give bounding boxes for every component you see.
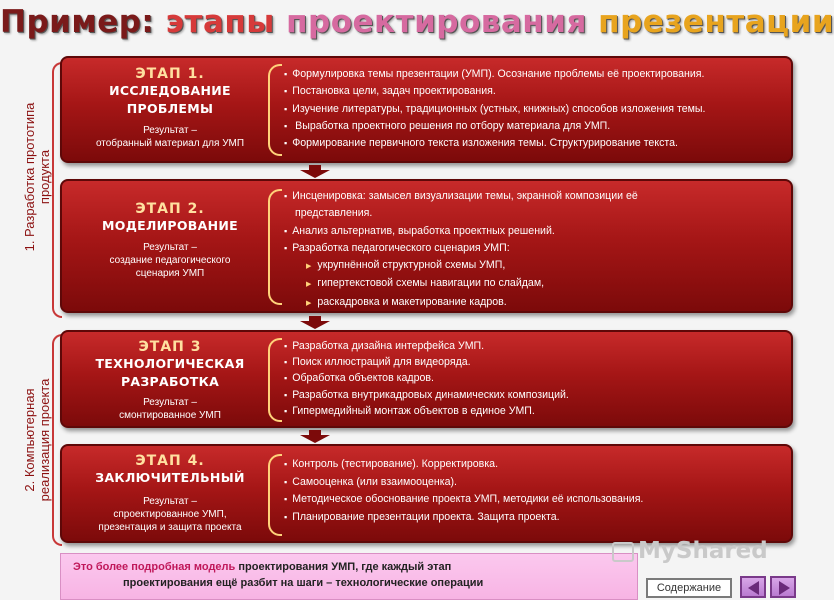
stage-1-result-line: отобранный материал для УМП <box>95 138 245 149</box>
list-item: ▪ Формулировка темы презентации (УМП). Осознание проблемы её проектирования. <box>284 66 785 83</box>
stage-1-items <box>284 66 785 152</box>
group1-label-line: продукта <box>37 149 52 205</box>
stage-2-title: ЭТАП 2. <box>135 201 205 217</box>
stage-4-name <box>70 469 270 487</box>
stage-2-items <box>284 188 785 312</box>
list-item: ▪ Разработка дизайна интерфейса УМП. <box>284 338 785 354</box>
stage-2-name-line: МОДЕЛИРОВАНИЕ <box>102 218 238 233</box>
stage-3-result-line: Результат – <box>143 397 197 408</box>
contents-button[interactable]: Содержание <box>646 578 732 598</box>
arrow-left-icon <box>748 581 759 595</box>
stage-3-result-line: смонтированное УМП <box>119 410 221 421</box>
stage-4-result-line: презентация и защита проекта <box>98 522 242 533</box>
down-arrow-icon <box>300 316 330 328</box>
list-item: ▪ Анализ альтернатив, выработка проектных решений. <box>284 223 785 240</box>
stage-4-panel <box>60 444 793 543</box>
stage-3-items <box>284 338 785 419</box>
list-item: ▪ Самооценка (или взаимооценка). <box>284 474 785 492</box>
stage-1-header <box>70 66 270 150</box>
title-word: проектирования <box>286 4 587 40</box>
stage-4-title: ЭТАП 4. <box>135 453 205 469</box>
stage-1-name-line: ПРОБЛЕМЫ <box>126 101 214 116</box>
stage-3-result <box>70 396 270 422</box>
sub-list-item: ▶ гипертекстовой схемы навигации по слайдам, <box>284 275 785 293</box>
stage-4-result-line: Результат – <box>143 496 197 507</box>
sub-list-item: ▶ раскадровка и макетирование кадров. <box>284 294 785 312</box>
list-item: ▪ Инсценировка: замысел визуализации темы, экранной композиции её <box>284 188 785 205</box>
list-item: ▪ Изучение литературы, традиционных (устных, книжных) способов изложения темы. <box>284 101 785 118</box>
list-item: ▪ Формирование первичного текста изложения темы. Структурирование текста. <box>284 135 785 152</box>
title-word: Пример: <box>0 4 155 40</box>
logo-text: MyShared <box>638 538 768 564</box>
title-word: этапы <box>165 4 275 40</box>
stage-1-result <box>70 124 270 150</box>
stage-2-name <box>70 217 270 235</box>
stage-1-title: ЭТАП 1. <box>135 66 205 82</box>
list-item: ▪ Разработка педагогического сценария УМП: <box>284 240 785 257</box>
down-arrow-icon <box>300 165 330 177</box>
stage-3-title: ЭТАП 3 <box>138 339 202 355</box>
stage-2-header <box>70 201 270 280</box>
group2-label-line: реализация проекта <box>37 378 52 502</box>
list-item: ▪ Контроль (тестирование). Корректировка. <box>284 456 785 474</box>
list-item-continuation: представления. <box>295 207 373 220</box>
group1-label-line: 1. Разработка прототипа <box>22 102 37 252</box>
title-word: презентации <box>598 4 834 40</box>
list-item: ▪ Выработка проектного решения по отбору материала для УМП. <box>284 118 785 135</box>
footer-note-text: проектирования УМП, где каждый этап <box>235 561 452 573</box>
stage-2-result-line: Результат – <box>143 242 197 253</box>
stage-2-brace <box>268 189 282 305</box>
list-item: ▪ Разработка внутрикадровых динамических композиций. <box>284 387 785 403</box>
logo-mark-icon <box>612 542 634 562</box>
list-item: ▪ Методическое обоснование проекта УМП, методики её использования. <box>284 491 785 509</box>
footer-note-line-1 <box>73 559 629 575</box>
stage-4-result <box>70 495 270 534</box>
prev-slide-button[interactable] <box>740 576 766 598</box>
group2-label-line: 2. Компьютерная <box>22 388 37 492</box>
list-item: ▪ Поиск иллюстраций для видеоряда. <box>284 354 785 370</box>
footer-note-line-2: проектирования ещё разбит на шаги – технологические операции <box>123 577 484 589</box>
next-slide-button[interactable] <box>770 576 796 598</box>
down-arrow-icon <box>300 430 330 442</box>
sub-list-item: ▶ укрупнённой структурной схемы УМП, <box>284 257 785 275</box>
stage-3-name <box>70 355 270 391</box>
stage-4-header <box>70 453 270 534</box>
stage-3-brace <box>268 338 282 422</box>
list-item: ▪ Обработка объектов кадров. <box>284 370 785 386</box>
list-item: ▪ Постановка цели, задач проектирования. <box>284 83 785 100</box>
list-item: ▪ Гипермедийный монтаж объектов в единое УМП. <box>284 403 785 419</box>
page-title <box>0 4 834 40</box>
stage-3-name-line: ТЕХНОЛОГИЧЕСКАЯ <box>95 356 245 371</box>
stage-2-panel <box>60 179 793 313</box>
stage-2-result <box>70 241 270 280</box>
stage-4-name-line: ЗАКЛЮЧИТЕЛЬНЫЙ <box>95 470 245 485</box>
stage-2-result-line: создание педагогического <box>109 255 231 266</box>
footer-note <box>60 553 638 600</box>
stage-1-panel <box>60 56 793 163</box>
stage-1-brace <box>268 64 282 156</box>
stage-2-result-line: сценария УМП <box>135 268 205 279</box>
arrow-right-icon <box>779 581 790 595</box>
stage-3-header <box>70 339 270 422</box>
stage-3-name-line: РАЗРАБОТКА <box>120 374 220 389</box>
group2-label <box>22 330 54 550</box>
stage-1-name <box>70 82 270 118</box>
footer-note-highlight: Это более подробная модель <box>73 561 236 573</box>
stage-4-brace <box>268 454 282 536</box>
stage-4-items <box>284 456 785 526</box>
stage-3-panel <box>60 330 793 428</box>
stage-4-result-line: спроектированное УМП, <box>113 509 227 520</box>
stage-1-result-line: Результат – <box>143 125 197 136</box>
group1-label <box>22 67 54 287</box>
myshared-logo <box>612 538 772 566</box>
list-item: ▪ Планирование презентации проекта. Защита проекта. <box>284 509 785 527</box>
stage-1-name-line: ИССЛЕДОВАНИЕ <box>109 83 231 98</box>
